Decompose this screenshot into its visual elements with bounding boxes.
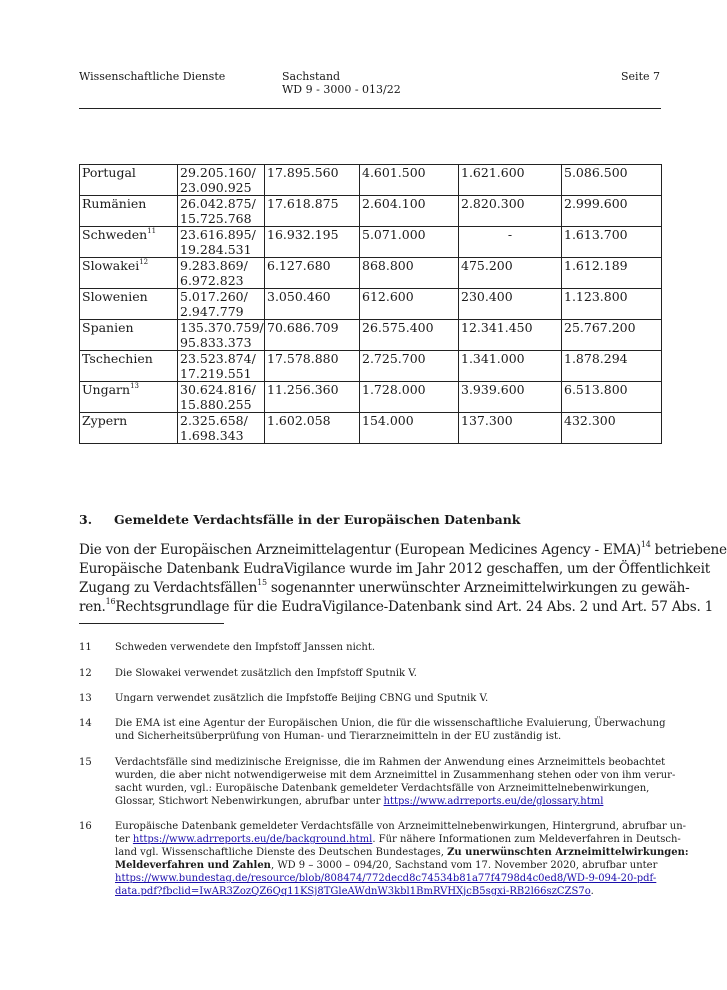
footnote-ref[interactable]: 14 bbox=[640, 540, 651, 549]
total-cell: 29.205.160/ 23.090.925 bbox=[178, 165, 265, 196]
header-divider bbox=[79, 108, 661, 109]
total-cell: 135.370.759/ 95.833.373 bbox=[178, 320, 265, 351]
value-cell: 154.000 bbox=[360, 413, 459, 444]
table-row bbox=[80, 165, 662, 196]
country-cell: Spanien bbox=[80, 320, 178, 351]
table-row bbox=[80, 289, 662, 320]
total-cell: 23.523.874/ 17.219.551 bbox=[178, 351, 265, 382]
footnote-15: 15 Verdachtsfälle sind medizinische Ereignisse, die im Rahmen der Anwendung eines Arzneimittels beobachtet wurden, die aber nicht notwendigerweise mit dem Arzneimittel in Zusammenhang stehen oder von ihm verur- sacht wurden, vgl.: Europäische Datenbank gemeldeter Verdachtsfälle von Arzneimittelnebenwirkungen, Glossar, Stichwort Nebenwirkungen, abrufbar unter https://www.adrreports.eu/de/glossary.html bbox=[79, 757, 676, 807]
country-cell: Portugal bbox=[80, 165, 178, 196]
section-title: Gemeldete Verdachtsfälle in der Europäischen Datenbank bbox=[114, 512, 521, 527]
footnote-divider bbox=[79, 623, 224, 624]
value-cell: 5.086.500 bbox=[562, 165, 662, 196]
value-cell: 17.895.560 bbox=[265, 165, 360, 196]
value-cell: 1.728.000 bbox=[360, 382, 459, 413]
total-cell: 9.283.869/ 6.972.823 bbox=[178, 258, 265, 289]
value-cell: 5.071.000 bbox=[360, 227, 459, 258]
header-department: Wissenschaftliche Dienste bbox=[79, 70, 226, 83]
footnote-14: 14 Die EMA ist eine Agentur der Europäischen Union, die für die wissenschaftliche Evaluierung, Überwachung und Sicherheitsüberprüfung von Human- und Tierarzneimitteln in der EU zuständig ist. bbox=[79, 718, 666, 742]
footnote-13: 13 Ungarn verwendet zusätzlich die Impfstoffe Beijing CBNG und Sputnik V. bbox=[79, 693, 489, 704]
value-cell: 2.999.600 bbox=[562, 196, 662, 227]
value-cell: 25.767.200 bbox=[562, 320, 662, 351]
value-cell: 70.686.709 bbox=[265, 320, 360, 351]
value-cell: 1.878.294 bbox=[562, 351, 662, 382]
total-cell: 2.325.658/ 1.698.343 bbox=[178, 413, 265, 444]
header-doc-info bbox=[282, 70, 401, 96]
section-number: 3. bbox=[79, 512, 93, 527]
value-cell: 11.256.360 bbox=[265, 382, 360, 413]
table-row bbox=[80, 382, 662, 413]
country-cell: Zypern bbox=[80, 413, 178, 444]
value-cell: 1.613.700 bbox=[562, 227, 662, 258]
total-cell: 23.616.895/ 19.284.531 bbox=[178, 227, 265, 258]
section-heading bbox=[79, 512, 520, 527]
footnote-16: 16 Europäische Datenbank gemeldeter Verdachtsfälle von Arzneimittelnebenwirkungen, Hintergrund, abrufbar un- ter https://www.adrreports.eu/de/background.html. Für nähere Informationen zum Meldeverfahren in Deutsch- land vgl. Wissenschaftliche Dienste des Deutschen Bundestages, Zu unerwünschten Arzneimittelwirkungen: Meldeverfahren und Zahlen, WD 9 – 3000 – 094/20, Sachstand vom 17. November 2020, abrufbar unter https://www.bundestag.de/resource/blob/808474/772decd8c74534b81a77f4798d4c0ed8/WD-9-094-20-pdf- data.pdf?fbclid=IwAR3ZozQZ6Qq11KSj8TGleAWdnW3kbl1BmRVHXjcB5sgxi-RB2l66szCZS7o. bbox=[79, 821, 689, 897]
header-page-number: Seite 7 bbox=[621, 70, 660, 83]
value-cell: 6.127.680 bbox=[265, 258, 360, 289]
footnote-11: 11 Schweden verwendete den Impfstoff Janssen nicht. bbox=[79, 642, 376, 653]
table-row bbox=[80, 227, 662, 258]
value-cell: 17.618.875 bbox=[265, 196, 360, 227]
footnote-ref[interactable]: 13 bbox=[130, 382, 139, 390]
value-cell: 612.600 bbox=[360, 289, 459, 320]
value-cell: 1.123.800 bbox=[562, 289, 662, 320]
table-row bbox=[80, 320, 662, 351]
table-row bbox=[80, 413, 662, 444]
value-cell: 4.601.500 bbox=[360, 165, 459, 196]
glossary-link[interactable]: https://www.adrreports.eu/de/glossary.html bbox=[383, 796, 604, 807]
value-cell: 1.621.600 bbox=[459, 165, 562, 196]
table-row bbox=[80, 258, 662, 289]
value-cell: 3.050.460 bbox=[265, 289, 360, 320]
total-cell: 30.624.816/ 15.880.255 bbox=[178, 382, 265, 413]
value-cell: 1.341.000 bbox=[459, 351, 562, 382]
value-cell: 26.575.400 bbox=[360, 320, 459, 351]
table-row bbox=[80, 196, 662, 227]
value-cell: 12.341.450 bbox=[459, 320, 562, 351]
bundestag-link[interactable]: https://www.bundestag.de/resource/blob/808474/772decd8c74534b81a77f4798d4c0ed8/WD-9-094-20-pdf- bbox=[115, 873, 657, 884]
country-cell: Schweden$^{11}$ bbox=[80, 227, 178, 258]
header-doc-type: Sachstand bbox=[282, 70, 341, 83]
country-cell: Ungarn$^{13}$ bbox=[80, 382, 178, 413]
total-cell: 5.017.260/ 2.947.779 bbox=[178, 289, 265, 320]
value-cell: 1.602.058 bbox=[265, 413, 360, 444]
country-cell: Slowenien bbox=[80, 289, 178, 320]
footnote-ref[interactable]: 16 bbox=[105, 597, 116, 606]
country-cell: Slowakei$^{12}$ bbox=[80, 258, 178, 289]
value-cell: 2.725.700 bbox=[360, 351, 459, 382]
header-doc-number: WD 9 - 3000 - 013/22 bbox=[282, 83, 401, 96]
value-cell: 3.939.600 bbox=[459, 382, 562, 413]
table-row bbox=[80, 351, 662, 382]
country-cell: Tschechien bbox=[80, 351, 178, 382]
vaccine-data-table bbox=[79, 164, 662, 444]
footnote-12: 12 Die Slowakei verwendet zusätzlich den Impfstoff Sputnik V. bbox=[79, 668, 417, 679]
footnote-ref[interactable]: 12 bbox=[139, 258, 149, 266]
value-cell: 137.300 bbox=[459, 413, 562, 444]
footnote-ref[interactable]: 15 bbox=[257, 578, 267, 587]
country-cell: Rumänien bbox=[80, 196, 178, 227]
bundestag-link-cont[interactable]: data.pdf?fbclid=IwAR3ZozQZ6Qq11KSj8TGleAWdnW3kbl1BmRVHXjcB5sgxi-RB2l66szCZS7o bbox=[115, 886, 591, 897]
value-cell: 17.578.880 bbox=[265, 351, 360, 382]
value-cell: 16.932.195 bbox=[265, 227, 360, 258]
footnote-ref[interactable]: 11 bbox=[147, 227, 157, 235]
value-cell: 1.612.189 bbox=[562, 258, 662, 289]
background-link[interactable]: https://www.adrreports.eu/de/background.html bbox=[132, 834, 373, 845]
value-cell: 6.513.800 bbox=[562, 382, 662, 413]
value-cell: 868.800 bbox=[360, 258, 459, 289]
value-cell: 432.300 bbox=[562, 413, 662, 444]
value-cell: 2.820.300 bbox=[459, 196, 562, 227]
value-cell: - bbox=[459, 227, 562, 258]
value-cell: 475.200 bbox=[459, 258, 562, 289]
total-cell: 26.042.875/ 15.725.768 bbox=[178, 196, 265, 227]
value-cell: 230.400 bbox=[459, 289, 562, 320]
body-paragraph: Die von der Europäischen Arzneimittelagentur (European Medicines Agency - EMA)$^{14}$ betriebene Europäische Datenbank EudraVigilance wurde im Jahr 2012 geschaffen, um der Öffentlichkeit Zugang zu Verdachtsfällen$^{15}$ sogenannter unerwünschter Arzneimittelwirkungen zu gewäh- ren.$^{16}$Rechtsgrundlage für die EudraVigilance-Datenbank sind Art. 24 Abs. 2 und Art. 57 Abs. 1 bbox=[79, 540, 727, 615]
value-cell: 2.604.100 bbox=[360, 196, 459, 227]
